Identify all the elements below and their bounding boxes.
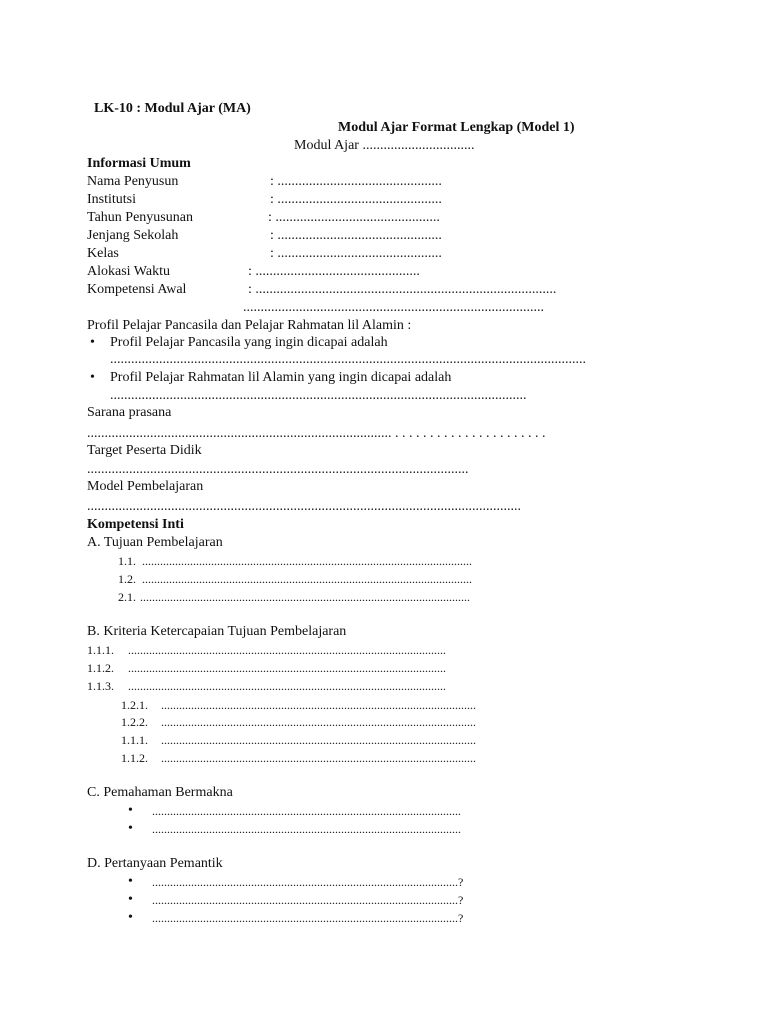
field-value: : ............................................... bbox=[270, 246, 442, 261]
field-label: Kelas bbox=[87, 246, 119, 261]
item-dots: .............................................................................................................. bbox=[140, 590, 470, 604]
profil-item-text: Profil Pelajar Rahmatan lil Alamin yang ingin dicapai adalah bbox=[110, 370, 452, 385]
profil-heading: Profil Pelajar Pancasila dan Pelajar Rahmatan lil Alamin : bbox=[87, 318, 412, 333]
item-number: 1.1. bbox=[118, 554, 136, 568]
item-dots: ......................................................................................................? bbox=[152, 893, 464, 907]
kompetensi-awal-continuation: ...................................................................................... bbox=[243, 300, 544, 315]
target-label: Target Peserta Didik bbox=[87, 443, 202, 458]
section-a-heading: A. Tujuan Pembelajaran bbox=[87, 535, 223, 550]
bullet: • bbox=[90, 335, 95, 350]
field-value: : ...................................................................................... bbox=[248, 282, 557, 297]
info-heading: Informasi Umum bbox=[87, 156, 191, 171]
item-number: 2.1. bbox=[118, 590, 136, 604]
item-number: 1.2.1. bbox=[121, 698, 148, 712]
item-number: 1.1.1. bbox=[87, 643, 114, 657]
item-number: 1.1.2. bbox=[87, 661, 114, 675]
sarana-dots: ....................................................................................... . . . . . . . . . . . . . . . . . . . . . . bbox=[87, 426, 546, 441]
item-dots: .......................................................................................................... bbox=[128, 661, 446, 675]
item-dots: .............................................................................................................. bbox=[142, 572, 472, 586]
item-dots: ......................................................................................................... bbox=[161, 698, 476, 712]
item-dots: ......................................................................................................... bbox=[161, 733, 476, 747]
model-label: Model Pembelajaran bbox=[87, 479, 204, 494]
bullet: • bbox=[128, 910, 133, 925]
target-dots: ............................................................................................................. bbox=[87, 462, 469, 477]
profil-item-dots: ....................................................................................................................... bbox=[110, 388, 527, 403]
model-dots: ............................................................................................................................ bbox=[87, 499, 521, 514]
item-dots: .......................................................................................................... bbox=[128, 679, 446, 693]
item-dots: ......................................................................................................... bbox=[161, 715, 476, 729]
field-label: Nama Penyusun bbox=[87, 174, 179, 189]
field-label: Institutsi bbox=[87, 192, 137, 207]
item-dots: .............................................................................................................. bbox=[142, 554, 472, 568]
item-dots: ....................................................................................................... bbox=[152, 822, 461, 836]
item-number: 1.1.2. bbox=[121, 751, 148, 765]
bullet: • bbox=[128, 803, 133, 818]
section-c-heading: C. Pemahaman Bermakna bbox=[87, 785, 233, 800]
field-value: : ............................................... bbox=[248, 264, 420, 279]
bullet: • bbox=[128, 892, 133, 907]
lk-title: LK-10 : Modul Ajar (MA) bbox=[94, 101, 251, 116]
kompetensi-inti-heading: Kompetensi Inti bbox=[87, 517, 184, 532]
item-number: 1.1.1. bbox=[121, 733, 148, 747]
field-label: Kompetensi Awal bbox=[87, 282, 187, 297]
profil-item-text: Profil Pelajar Pancasila yang ingin dicapai adalah bbox=[110, 335, 388, 350]
item-dots: ......................................................................................................... bbox=[161, 751, 476, 765]
item-dots: ....................................................................................................... bbox=[152, 804, 461, 818]
item-dots: .......................................................................................................... bbox=[128, 643, 446, 657]
field-label: Alokasi Waktu bbox=[87, 264, 170, 279]
bullet: • bbox=[128, 874, 133, 889]
item-number: 1.2.2. bbox=[121, 715, 148, 729]
field-value: : ............................................... bbox=[270, 192, 442, 207]
field-value: : ............................................... bbox=[270, 228, 442, 243]
profil-item-dots: ........................................................................................................................................ bbox=[110, 352, 586, 367]
field-value: : ............................................... bbox=[268, 210, 440, 225]
item-number: 1.2. bbox=[118, 572, 136, 586]
field-label: Jenjang Sekolah bbox=[87, 228, 179, 243]
main-title: Modul Ajar Format Lengkap (Model 1) bbox=[338, 120, 575, 135]
section-b-heading: B. Kriteria Ketercapaian Tujuan Pembelajaran bbox=[87, 624, 347, 639]
section-d-heading: D. Pertanyaan Pemantik bbox=[87, 856, 223, 871]
subtitle: Modul Ajar ................................ bbox=[294, 138, 475, 153]
item-dots: ......................................................................................................? bbox=[152, 911, 464, 925]
sarana-label: Sarana prasana bbox=[87, 405, 172, 420]
field-value: : ............................................... bbox=[270, 174, 442, 189]
bullet: • bbox=[128, 821, 133, 836]
field-label: Tahun Penyusunan bbox=[87, 210, 193, 225]
item-dots: ......................................................................................................? bbox=[152, 875, 464, 889]
bullet: • bbox=[90, 370, 95, 385]
item-number: 1.1.3. bbox=[87, 679, 114, 693]
